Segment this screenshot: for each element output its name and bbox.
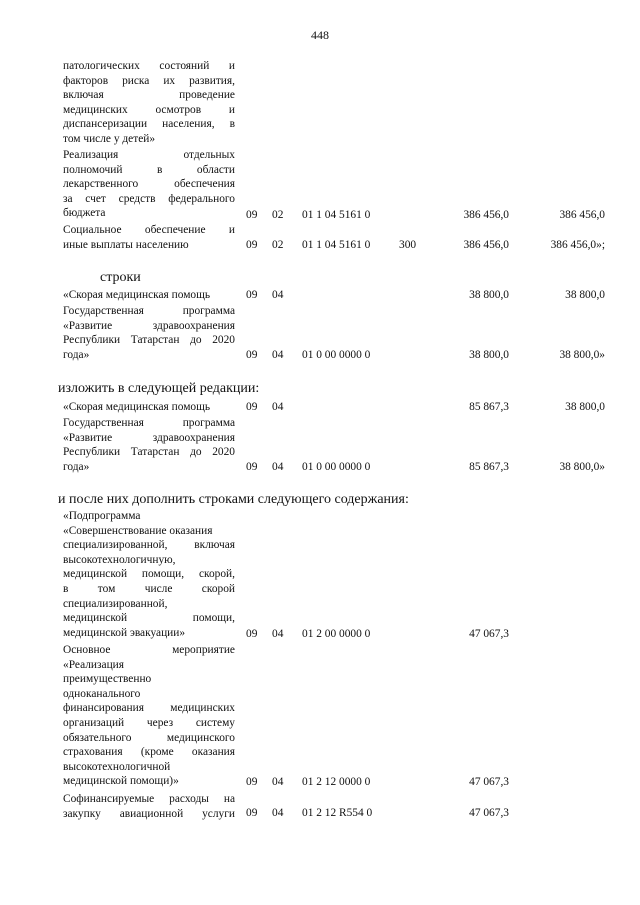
desc-line: «Скорая медицинская помощь: [63, 401, 211, 413]
desc-line: «Реализация: [63, 658, 124, 671]
desc-line: Республики Татарстан до 2020: [63, 334, 235, 347]
desc-line: медицинской помощи,: [63, 612, 235, 625]
desc-line: медицинских осмотров и: [63, 103, 235, 116]
desc-line: Социальное обеспечение и: [63, 224, 235, 236]
cell-rz: 09: [246, 239, 258, 251]
desc-line: обязательного медицинского: [63, 731, 235, 744]
cell-pr: 04: [272, 628, 284, 640]
cell-rz: 09: [246, 807, 258, 819]
desc-line: «Скорая медицинская помощь: [63, 289, 211, 301]
heading-add: и после них дополнить строками следующего содержания:: [58, 492, 409, 507]
cell-sum-1: 38 800,0: [469, 349, 509, 361]
desc-line: «Развитие здравоохранения: [63, 431, 235, 444]
cell-pr: 04: [272, 349, 284, 361]
cell-sum-1: 85 867,3: [469, 461, 509, 473]
desc-line: диспансеризации населения, в: [63, 118, 235, 131]
cell-sum-2: 38 800,0»: [559, 349, 605, 361]
row-desc-new-1: [63, 400, 235, 415]
desc-line: преимущественно: [63, 673, 152, 686]
row-desc-new-2: [63, 416, 235, 474]
desc-line: в том числе скорой: [63, 582, 235, 595]
cell-csr: 01 1 04 5161 0: [302, 209, 371, 221]
cell-vr: 300: [399, 239, 417, 251]
cell-sum-1: 386 456,0: [463, 209, 509, 221]
row-desc-continuation: [63, 59, 235, 147]
cell-pr: 02: [272, 239, 284, 251]
desc-line: Республики Татарстан до 2020: [63, 446, 235, 459]
cell-sum-1: 38 800,0: [469, 289, 509, 301]
desc-line: Государственная программа: [63, 305, 235, 317]
desc-line: за счет средств федерального: [63, 192, 235, 205]
cell-pr: 04: [272, 401, 284, 413]
desc-line: Государственная программа: [63, 417, 235, 429]
desc-line: финансирования медицинских: [63, 702, 235, 715]
row-desc-main-event: [63, 643, 235, 789]
row-desc-cofinancing: [63, 792, 235, 821]
cell-rz: 09: [246, 349, 258, 361]
desc-line: года»: [63, 460, 90, 473]
cell-sum-2: 38 800,0: [565, 401, 605, 413]
cell-sum-1: 47 067,3: [469, 807, 509, 819]
cell-csr: 01 0 00 0000 0: [302, 349, 371, 361]
desc-line: лекарственного обеспечения: [63, 178, 235, 191]
cell-rz: 09: [246, 209, 258, 221]
desc-line: высокотехнологичную,: [63, 553, 176, 566]
cell-sum-2: 386 456,0»;: [550, 239, 605, 251]
desc-line: закупку авиационной услуги: [63, 807, 235, 820]
cell-rz: 09: [246, 401, 258, 413]
desc-line: медицинской помощи)»: [63, 775, 179, 788]
desc-line: включая проведение: [63, 89, 235, 102]
desc-line: одноканального: [63, 687, 141, 700]
cell-csr: 01 0 00 0000 0: [302, 461, 371, 473]
cell-sum-1: 386 456,0: [463, 239, 509, 251]
cell-csr: 01 2 12 0000 0: [302, 776, 371, 788]
row-desc-subprogram: [63, 509, 235, 640]
desc-line: факторов риска их развития,: [63, 74, 235, 87]
heading-edit: изложить в следующей редакции:: [58, 381, 260, 396]
cell-csr: 01 1 04 5161 0: [302, 239, 371, 251]
row-desc-soc: [63, 223, 235, 252]
cell-pr: 02: [272, 209, 284, 221]
desc-line: Основное мероприятие: [63, 644, 235, 656]
desc-line: специализированной,: [63, 597, 168, 610]
cell-csr: 01 2 12 R554 0: [302, 807, 373, 819]
desc-line: Реализация отдельных: [63, 149, 235, 161]
cell-sum-2: 38 800,0»: [559, 461, 605, 473]
desc-line: года»: [63, 348, 90, 361]
desc-line: высокотехнологичной: [63, 760, 171, 773]
desc-line: медицинской помощи, скорой,: [63, 568, 235, 581]
desc-line: иные выплаты населению: [63, 238, 189, 251]
desc-line: «Подпрограмма: [63, 510, 141, 522]
desc-line: полномочий в области: [63, 163, 235, 176]
desc-line: Софинансируемые расходы на: [63, 793, 235, 805]
cell-pr: 04: [272, 461, 284, 473]
cell-sum-1: 47 067,3: [469, 628, 509, 640]
desc-line: том числе у детей»: [63, 132, 156, 145]
desc-line: специализированной, включая: [63, 539, 235, 552]
cell-pr: 04: [272, 807, 284, 819]
desc-line: «Развитие здравоохранения: [63, 319, 235, 332]
row-desc-lek: [63, 148, 235, 221]
cell-pr: 04: [272, 289, 284, 301]
desc-line: бюджета: [63, 207, 106, 220]
cell-csr: 01 2 00 0000 0: [302, 628, 371, 640]
cell-rz: 09: [246, 628, 258, 640]
row-desc-old-1: [63, 288, 235, 303]
cell-sum-2: 386 456,0: [559, 209, 605, 221]
cell-pr: 04: [272, 776, 284, 788]
desc-line: медицинской эвакуации»: [63, 626, 186, 639]
desc-line: патологических состояний и: [63, 60, 235, 72]
heading-stroki: строки: [100, 270, 141, 285]
desc-line: страхования (кроме оказания: [63, 746, 235, 759]
page-number: 448: [311, 28, 329, 42]
cell-sum-2: 38 800,0: [565, 289, 605, 301]
cell-sum-1: 47 067,3: [469, 776, 509, 788]
desc-line: организаций через систему: [63, 716, 235, 729]
cell-rz: 09: [246, 776, 258, 788]
row-desc-old-2: [63, 304, 235, 362]
cell-rz: 09: [246, 461, 258, 473]
cell-sum-1: 85 867,3: [469, 401, 509, 413]
cell-rz: 09: [246, 289, 258, 301]
desc-line: «Совершенствование оказания: [63, 524, 213, 537]
